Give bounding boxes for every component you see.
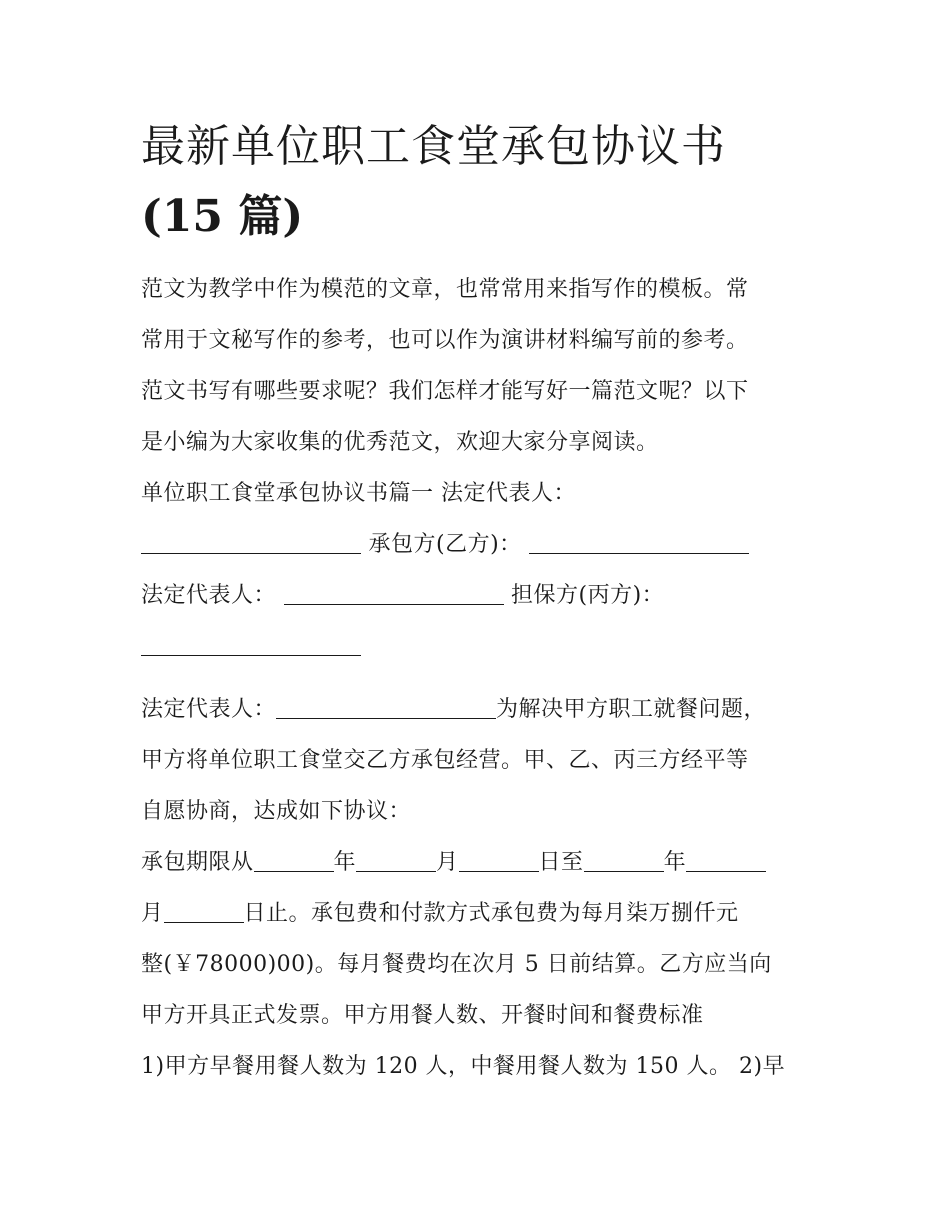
blank-underline — [276, 717, 496, 719]
guarantor-label: 担保方(丙方)： — [511, 583, 665, 608]
legal-rep-purpose-line — [141, 684, 821, 735]
month-label: 月 — [436, 850, 459, 875]
blank-underline — [529, 552, 749, 554]
intro-line: 范文为教学中作为模范的文章，也常常用来指写作的模板。常 — [141, 277, 749, 302]
blank-underline — [141, 552, 361, 554]
fee-line: 整(￥78000)00)。每月餐费均在次月 5 日前结算。乙方应当向 — [141, 952, 772, 977]
blank-underline — [254, 870, 334, 872]
intro-line: 是小编为大家收集的优秀范文，欢迎大家分享阅读。 — [141, 430, 659, 455]
body-line: 自愿协商，达成如下协议： — [141, 799, 412, 824]
body-line: 甲方将单位职工食堂交乙方承包经营。甲、乙、丙三方经平等 — [141, 748, 749, 773]
purpose-text: 为解决甲方职工就餐问题， — [496, 697, 767, 722]
section-heading: 单位职工食堂承包协议书篇一 法定代表人： — [141, 481, 576, 506]
intro-line: 常用于文秘写作的参考，也可以作为演讲材料编写前的参考。 — [141, 328, 749, 353]
blank-underline — [356, 870, 436, 872]
legal-rep-label: 法定代表人： — [141, 697, 277, 722]
blank-underline — [141, 654, 361, 656]
blank-underline — [284, 603, 504, 605]
guarantor-blank-line — [141, 621, 821, 672]
document-page — [141, 112, 821, 1092]
legal-rep-label: 法定代表人： — [141, 583, 277, 608]
term-line — [141, 837, 821, 888]
term-prefix: 承包期限从 — [141, 850, 254, 875]
term-end-line — [141, 888, 821, 939]
contractor-label: 承包方(乙方)： — [368, 532, 522, 557]
contractor-line — [141, 519, 821, 570]
year-label: 年 — [333, 850, 357, 875]
day-end-text: 日止。承包费和付款方式承包费为每月柒万捌仟元 — [243, 901, 739, 926]
blank-underline — [686, 870, 766, 872]
document-title: 最新单位职工食堂承包协议书 — [141, 121, 726, 172]
blank-underline — [459, 870, 539, 872]
month-label: 月 — [141, 901, 164, 926]
fee-line: 甲方开具正式发票。甲方用餐人数、开餐时间和餐费标准 — [141, 1003, 704, 1028]
document-title-count: (15 篇) — [141, 191, 304, 242]
legal-rep-guarantor-line — [141, 570, 821, 621]
blank-underline — [584, 870, 664, 872]
blank-underline — [164, 921, 244, 923]
fee-line: 1)甲方早餐用餐人数为 120 人，中餐用餐人数为 150 人。 2)早 — [141, 1054, 786, 1079]
intro-line: 范文书写有哪些要求呢？我们怎样才能写好一篇范文呢？以下 — [141, 379, 749, 404]
day-to-label: 日至 — [538, 850, 584, 875]
year-label: 年 — [663, 850, 687, 875]
